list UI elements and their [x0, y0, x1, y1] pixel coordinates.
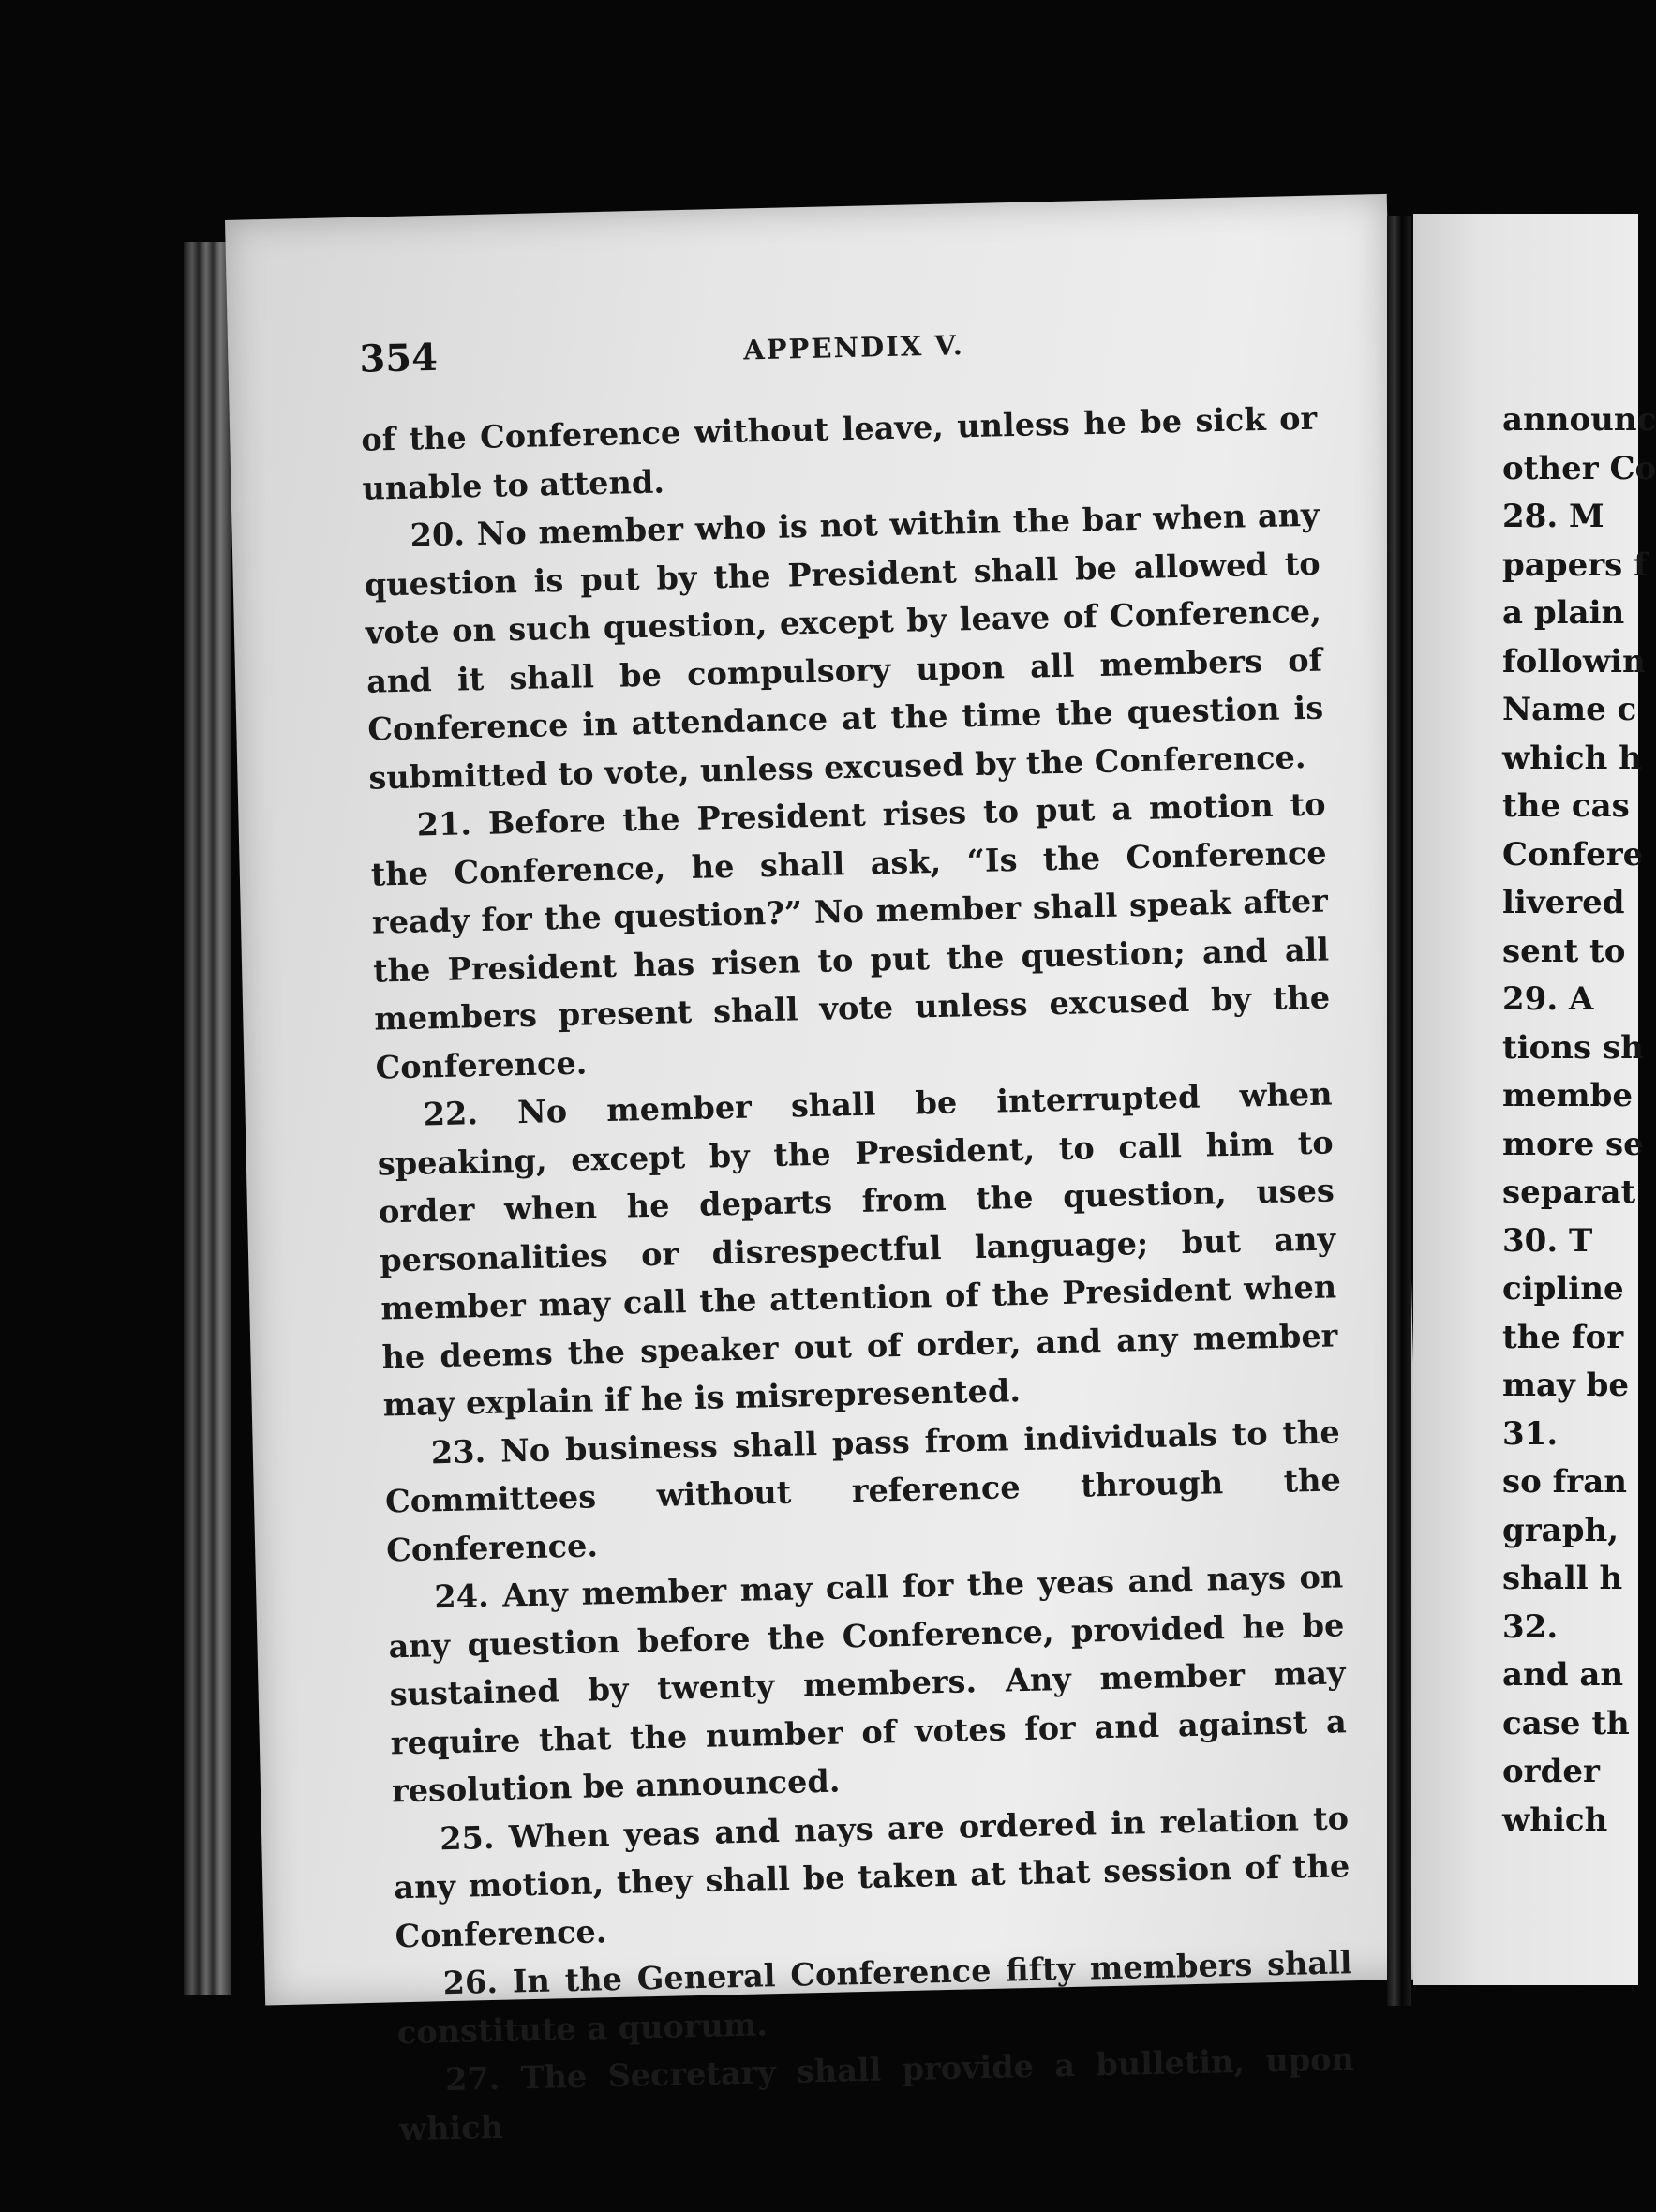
right-line: papers f — [1502, 546, 1648, 584]
book-page-edges — [184, 242, 231, 1995]
right-line: and an — [1502, 1656, 1624, 1694]
right-line: sent to — [1502, 932, 1626, 970]
right-line: cipline — [1502, 1270, 1624, 1308]
right-line: 32. — [1502, 1607, 1559, 1646]
right-line: which — [1502, 1801, 1608, 1839]
right-line: graph, — [1502, 1511, 1619, 1549]
right-line: other Co — [1502, 449, 1656, 487]
page-header — [359, 317, 1269, 394]
book-gutter — [1387, 216, 1411, 2006]
right-line: order — [1502, 1753, 1600, 1790]
right-line: more se — [1502, 1125, 1644, 1163]
right-line: Name c — [1502, 691, 1637, 728]
rule-20: 20. No member who is not within the bar when any question is put by the President shall be allowed to vote on such question, except by leave of Conference, and it shall be compulsory upon all members of Conference in attendance at the time the question is submitted to vote, unless excused by the Conference. — [364, 496, 1324, 797]
right-line: followin — [1502, 642, 1646, 680]
right-line: the cas — [1502, 787, 1630, 825]
right-line: shall h — [1502, 1560, 1623, 1597]
paragraph-continuation: of the Conference without leave, unless he be sick or unable to attend. — [360, 399, 1318, 507]
rule-25: 25. When yeas and nays are ordered in relation to any motion, they shall be taken at that session of the Conference. — [393, 1799, 1350, 1954]
right-line: 28. M — [1502, 498, 1604, 535]
rule-26: 26. In the General Conference fifty members shall constitute a quorum. — [396, 1944, 1352, 2051]
right-line: case th — [1502, 1704, 1630, 1742]
rule-21: 21. Before the President rises to put a motion to the Conference, he shall ask, “Is the Conference ready for the question?” No member shall speak after the President has risen to put the question; and all members present shall vote unless excused by the Conference. — [370, 785, 1331, 1086]
rule-24: 24. Any member may call for the yeas and nays on any question before the Conference, provided he be sustained by twenty members. Any member may require that the number of votes for and against a resolution be announced. — [388, 1558, 1348, 1810]
right-line: announc — [1502, 401, 1656, 439]
rule-27: 27. The Secretary shall provide a bulletin, upon which — [398, 2040, 1355, 2147]
rule-22: 22. No member shall be interrupted when speaking, except by the President, to call him to order when he departs from the question, uses personalities or disrespectful language; but any member may call the attention of the President when he deems the speaker out of order, and any member may explain if he is misrepresented. — [377, 1075, 1338, 1424]
right-line: which h — [1502, 739, 1642, 777]
right-line: may be — [1502, 1367, 1630, 1404]
right-line: the for — [1502, 1318, 1624, 1356]
left-page — [225, 194, 1427, 2147]
right-line: tions sh — [1502, 1028, 1644, 1067]
right-line: a plain — [1502, 594, 1625, 632]
right-page-partial — [1413, 214, 1656, 1985]
right-line: so fran — [1502, 1463, 1627, 1501]
right-line: 31. — [1502, 1414, 1559, 1453]
right-line: separat — [1502, 1173, 1636, 1211]
right-line: membe — [1502, 1077, 1633, 1114]
right-line: livered — [1502, 884, 1625, 921]
running-title: APPENDIX V. — [742, 329, 965, 366]
right-page-text — [1502, 396, 1656, 1845]
right-line: 30. T — [1502, 1221, 1593, 1260]
rule-23: 23. No business shall pass from individuals to the Committees without reference through the Conference. — [384, 1412, 1342, 1568]
right-line: 29. A — [1502, 980, 1594, 1018]
page-number: 354 — [358, 335, 439, 381]
right-line: Confere — [1502, 835, 1644, 874]
page-body — [361, 395, 1356, 2154]
